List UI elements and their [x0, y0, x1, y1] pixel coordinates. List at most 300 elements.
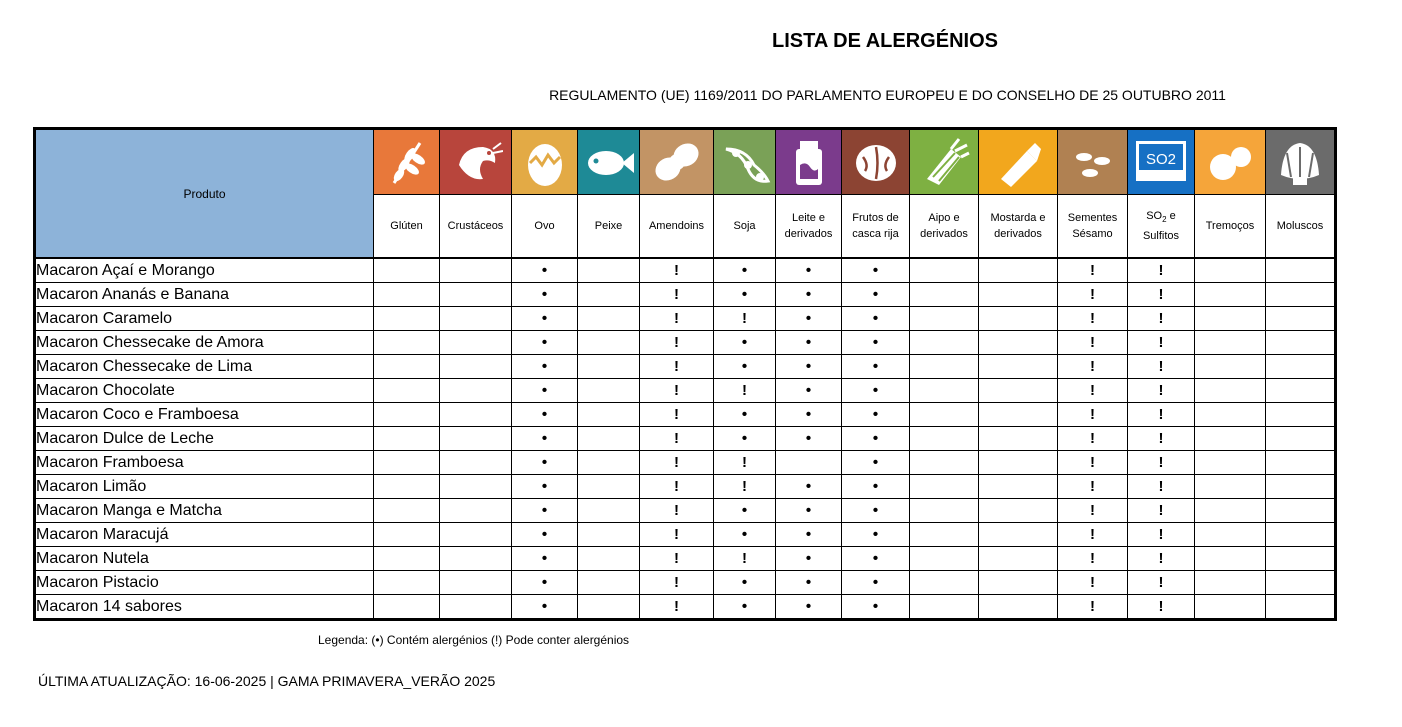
- allergen-mark: [1195, 355, 1266, 379]
- allergen-mark: !: [1058, 547, 1128, 571]
- page-title: LISTA DE ALERGÉNIOS: [772, 30, 998, 52]
- allergen-mark: [1266, 427, 1336, 451]
- allergen-mark: [578, 258, 640, 283]
- product-name: Macaron Ananás e Banana: [35, 283, 374, 307]
- allergen-name: [714, 195, 776, 259]
- table-row: [35, 283, 1336, 307]
- allergen-mark: !: [714, 547, 776, 571]
- allergen-mark: •: [714, 595, 776, 620]
- allergen-mark: •: [512, 331, 578, 355]
- allergen-mark: [979, 258, 1058, 283]
- allergen-name-line2: derivados: [994, 228, 1042, 240]
- allergen-mark: •: [842, 451, 910, 475]
- allergen-mark: [910, 331, 979, 355]
- allergen-mark: [374, 523, 440, 547]
- allergen-mark: !: [1058, 451, 1128, 475]
- allergen-mark: •: [776, 379, 842, 403]
- allergen-mark: •: [776, 571, 842, 595]
- allergen-mark: •: [714, 355, 776, 379]
- allergen-mark: [1195, 258, 1266, 283]
- allergen-name-line2: derivados: [920, 228, 968, 240]
- allergen-mark: [1266, 283, 1336, 307]
- allergen-mark: !: [640, 427, 714, 451]
- allergen-mark: [578, 427, 640, 451]
- allergen-mark: !: [1058, 595, 1128, 620]
- allergen-mark: •: [842, 307, 910, 331]
- allergen-mark: !: [1128, 475, 1195, 499]
- allergen-mark: •: [842, 331, 910, 355]
- allergen-mark: •: [714, 403, 776, 427]
- table-row: [35, 379, 1336, 403]
- allergen-icon-cell: [578, 129, 640, 195]
- allergen-mark: •: [714, 258, 776, 283]
- allergen-icon-cell: [440, 129, 512, 195]
- allergen-name-suffix: e: [1166, 209, 1176, 222]
- allergen-icon-cell: [1128, 129, 1195, 195]
- table-row: [35, 571, 1336, 595]
- product-name: Macaron Pistacio: [35, 571, 374, 595]
- allergen-mark: [1266, 355, 1336, 379]
- allergen-name-line1: Mostarda e: [990, 212, 1046, 224]
- allergen-mark: [979, 595, 1058, 620]
- allergen-mark: !: [640, 547, 714, 571]
- allergen-mark: [979, 331, 1058, 355]
- allergen-mark: !: [1128, 307, 1195, 331]
- allergen-mark: •: [512, 379, 578, 403]
- allergen-mark: [1266, 379, 1336, 403]
- allergen-name: [440, 195, 512, 259]
- allergen-name: [512, 195, 578, 259]
- allergen-icon-cell: [776, 129, 842, 195]
- allergen-mark: !: [714, 307, 776, 331]
- nut-icon: [842, 130, 909, 194]
- allergen-mark: •: [776, 331, 842, 355]
- allergen-mark: [1266, 595, 1336, 620]
- allergen-mark: [578, 355, 640, 379]
- table-row: [35, 595, 1336, 620]
- allergen-mark: [374, 258, 440, 283]
- table-row: [35, 547, 1336, 571]
- allergen-mark: !: [1128, 427, 1195, 451]
- allergen-mark: [1266, 331, 1336, 355]
- allergen-mark: [440, 547, 512, 571]
- allergen-name: [979, 195, 1058, 259]
- allergen-name: [1195, 195, 1266, 259]
- allergen-mark: [1195, 427, 1266, 451]
- allergen-mark: [979, 283, 1058, 307]
- allergen-name-line1: Tremoços: [1205, 220, 1255, 232]
- product-name: Macaron Chessecake de Lima: [35, 355, 374, 379]
- allergen-mark: !: [1128, 403, 1195, 427]
- allergen-icon-cell: [842, 129, 910, 195]
- allergen-mark: !: [640, 403, 714, 427]
- allergen-mark: [440, 523, 512, 547]
- allergen-mark: [440, 499, 512, 523]
- regulation-subtitle: REGULAMENTO (UE) 1169/2011 DO PARLAMENTO EUROPEU E DO CONSELHO DE 25 OUTUBRO 2011: [549, 87, 1226, 103]
- product-name: Macaron Caramelo: [35, 307, 374, 331]
- allergen-name-line1: SO: [1146, 209, 1163, 222]
- product-name: Macaron 14 sabores: [35, 595, 374, 620]
- table-row: [35, 355, 1336, 379]
- allergen-mark: •: [714, 523, 776, 547]
- allergen-name: [842, 195, 910, 259]
- allergen-icon-cell: [374, 129, 440, 195]
- allergen-mark: •: [512, 451, 578, 475]
- allergen-mark: •: [512, 427, 578, 451]
- product-name: Macaron Açaí e Morango: [35, 258, 374, 283]
- allergen-mark: !: [1058, 258, 1128, 283]
- egg-icon: [512, 130, 577, 194]
- allergen-mark: •: [842, 283, 910, 307]
- allergen-mark: !: [1128, 523, 1195, 547]
- mustard-icon: [979, 130, 1057, 194]
- allergen-mark: [1266, 403, 1336, 427]
- allergen-name-line1: Crustáceos: [447, 220, 504, 232]
- allergen-mark: !: [1058, 571, 1128, 595]
- allergen-mark: [578, 523, 640, 547]
- allergen-mark: [1266, 571, 1336, 595]
- allergen-mark: [910, 258, 979, 283]
- allergen-mark: •: [842, 379, 910, 403]
- allergen-mark: [910, 547, 979, 571]
- allergen-mark: [1266, 523, 1336, 547]
- allergen-name: [776, 195, 842, 259]
- allergen-mark: [910, 571, 979, 595]
- allergen-mark: [374, 595, 440, 620]
- allergen-mark: [910, 499, 979, 523]
- soy-icon: [714, 130, 775, 194]
- table-row: [35, 499, 1336, 523]
- allergen-mark: •: [714, 283, 776, 307]
- allergen-mark: •: [512, 595, 578, 620]
- allergen-mark: [1195, 451, 1266, 475]
- allergen-mark: •: [714, 571, 776, 595]
- allergen-mark: !: [640, 379, 714, 403]
- allergen-mark: [776, 451, 842, 475]
- allergen-mark: !: [1128, 571, 1195, 595]
- allergen-mark: •: [842, 571, 910, 595]
- allergen-mark: [1266, 499, 1336, 523]
- allergen-mark: [979, 379, 1058, 403]
- allergen-mark: [910, 283, 979, 307]
- allergen-mark: •: [776, 499, 842, 523]
- wheat-icon: [374, 130, 439, 194]
- allergen-mark: !: [1128, 547, 1195, 571]
- allergen-icon-cell: [979, 129, 1058, 195]
- allergen-mark: •: [512, 258, 578, 283]
- allergen-mark: [1266, 547, 1336, 571]
- allergen-mark: [979, 475, 1058, 499]
- allergen-mark: [578, 283, 640, 307]
- allergen-icon-cell: [640, 129, 714, 195]
- allergen-icon-cell: [1195, 129, 1266, 195]
- allergen-mark: !: [1128, 331, 1195, 355]
- allergen-mark: [979, 307, 1058, 331]
- sesame-icon: [1058, 130, 1127, 194]
- allergen-mark: •: [512, 307, 578, 331]
- allergen-mark: •: [776, 283, 842, 307]
- allergen-name-line1: Moluscos: [1276, 220, 1324, 232]
- allergen-mark: [979, 403, 1058, 427]
- allergen-mark: !: [1128, 595, 1195, 620]
- allergen-mark: [979, 523, 1058, 547]
- allergen-mark: [979, 451, 1058, 475]
- allergen-mark: !: [1128, 283, 1195, 307]
- table-row: [35, 523, 1336, 547]
- peanut-icon: [640, 130, 713, 194]
- allergen-mark: [1195, 403, 1266, 427]
- shrimp-icon: [440, 130, 511, 194]
- allergen-mark: [578, 595, 640, 620]
- allergen-mark: [979, 355, 1058, 379]
- allergen-mark: [578, 379, 640, 403]
- allergen-mark: !: [640, 283, 714, 307]
- product-name: Macaron Framboesa: [35, 451, 374, 475]
- so2-icon: [1128, 130, 1194, 194]
- allergen-name-line2: Sulfitos: [1142, 230, 1180, 243]
- allergen-mark: !: [1058, 307, 1128, 331]
- allergen-name-line2: casca rija: [852, 228, 899, 240]
- allergen-mark: !: [1058, 403, 1128, 427]
- allergen-name-line1: Peixe: [594, 220, 623, 232]
- allergen-mark: !: [1058, 283, 1128, 307]
- allergen-mark: •: [776, 307, 842, 331]
- allergen-mark: !: [1128, 451, 1195, 475]
- allergen-mark: •: [842, 258, 910, 283]
- allergen-mark: [1195, 595, 1266, 620]
- allergen-mark: [374, 331, 440, 355]
- allergen-mark: [578, 499, 640, 523]
- allergen-mark: !: [1128, 355, 1195, 379]
- allergen-mark: [910, 403, 979, 427]
- table-row: [35, 451, 1336, 475]
- allergen-mark: [979, 571, 1058, 595]
- allergen-mark: •: [842, 523, 910, 547]
- allergen-mark: [374, 379, 440, 403]
- allergen-mark: [374, 475, 440, 499]
- allergen-mark: !: [1058, 379, 1128, 403]
- product-name: Macaron Manga e Matcha: [35, 499, 374, 523]
- allergen-mark: •: [842, 547, 910, 571]
- allergen-mark: [440, 427, 512, 451]
- allergen-mark: [578, 547, 640, 571]
- allergen-mark: !: [1128, 258, 1195, 283]
- allergen-mark: [374, 571, 440, 595]
- allergen-mark: •: [776, 355, 842, 379]
- table-row: [35, 475, 1336, 499]
- allergen-name-line1: Leite e: [791, 212, 826, 224]
- allergen-mark: !: [640, 307, 714, 331]
- allergen-mark: •: [714, 331, 776, 355]
- allergen-mark: [440, 355, 512, 379]
- allergen-name-line1: Soja: [733, 220, 756, 232]
- allergen-table: [33, 127, 1337, 621]
- product-column-header: Produto: [35, 129, 374, 259]
- table-row: [35, 258, 1336, 283]
- allergen-mark: !: [640, 331, 714, 355]
- allergen-mark: [979, 547, 1058, 571]
- allergen-mark: !: [640, 571, 714, 595]
- allergen-mark: •: [842, 595, 910, 620]
- allergen-mark: •: [776, 523, 842, 547]
- allergen-mark: !: [1058, 499, 1128, 523]
- allergen-mark: [440, 403, 512, 427]
- allergen-name-line1: Aipo e: [928, 212, 960, 224]
- allergen-mark: [374, 283, 440, 307]
- allergen-mark: [578, 475, 640, 499]
- allergen-mark: [1195, 547, 1266, 571]
- allergen-mark: [1195, 475, 1266, 499]
- allergen-mark: !: [714, 379, 776, 403]
- allergen-mark: [1195, 571, 1266, 595]
- allergen-name: [1128, 195, 1195, 259]
- allergen-name-line1: Ovo: [534, 220, 555, 232]
- allergen-name: [374, 195, 440, 259]
- allergen-mark: •: [776, 547, 842, 571]
- allergen-mark: !: [1058, 355, 1128, 379]
- allergen-name: [1058, 195, 1128, 259]
- allergen-mark: [578, 571, 640, 595]
- table-row: [35, 307, 1336, 331]
- product-name: Macaron Maracujá: [35, 523, 374, 547]
- allergen-mark: !: [640, 499, 714, 523]
- allergen-mark: [440, 331, 512, 355]
- allergen-mark: !: [1058, 427, 1128, 451]
- allergen-mark: [910, 307, 979, 331]
- allergen-mark: [979, 427, 1058, 451]
- allergen-mark: [1195, 283, 1266, 307]
- allergen-mark: [374, 451, 440, 475]
- allergen-mark: [1195, 379, 1266, 403]
- allergen-mark: !: [1128, 499, 1195, 523]
- shell-icon: [1266, 130, 1334, 194]
- allergen-mark: !: [640, 475, 714, 499]
- allergen-mark: !: [640, 523, 714, 547]
- allergen-mark: !: [640, 451, 714, 475]
- allergen-mark: [1195, 331, 1266, 355]
- allergen-mark: •: [512, 355, 578, 379]
- celery-icon: [910, 130, 978, 194]
- allergen-mark: •: [512, 403, 578, 427]
- fish-icon: [578, 130, 639, 194]
- allergen-mark: •: [842, 427, 910, 451]
- allergen-mark: •: [512, 571, 578, 595]
- allergen-mark: [910, 355, 979, 379]
- last-update-footer: ÚLTIMA ATUALIZAÇÃO: 16-06-2025 | GAMA PRIMAVERA_VERÃO 2025: [38, 673, 496, 689]
- allergen-mark: [910, 451, 979, 475]
- allergen-mark: •: [512, 547, 578, 571]
- allergen-mark: !: [1128, 379, 1195, 403]
- allergen-mark: !: [1058, 331, 1128, 355]
- product-name: Macaron Coco e Framboesa: [35, 403, 374, 427]
- allergen-mark: •: [776, 427, 842, 451]
- allergen-name-line1: Glúten: [390, 220, 423, 232]
- allergen-mark: •: [512, 523, 578, 547]
- allergen-name: [910, 195, 979, 259]
- allergen-mark: [440, 307, 512, 331]
- allergen-mark: [1195, 523, 1266, 547]
- allergen-mark: [440, 571, 512, 595]
- allergen-name-subscript: 2: [1162, 215, 1167, 225]
- allergen-icon-cell: [1058, 129, 1128, 195]
- allergen-mark: [1195, 499, 1266, 523]
- allergen-mark: [578, 451, 640, 475]
- allergen-mark: •: [776, 595, 842, 620]
- allergen-mark: •: [512, 499, 578, 523]
- allergen-mark: [374, 427, 440, 451]
- product-name: Macaron Limão: [35, 475, 374, 499]
- allergen-mark: [440, 451, 512, 475]
- allergen-mark: [374, 547, 440, 571]
- allergen-mark: [374, 355, 440, 379]
- allergen-mark: [578, 307, 640, 331]
- allergen-mark: [440, 379, 512, 403]
- table-row: [35, 403, 1336, 427]
- allergen-icon-cell: [910, 129, 979, 195]
- allergen-mark: •: [776, 475, 842, 499]
- allergen-mark: [440, 283, 512, 307]
- allergen-mark: !: [640, 595, 714, 620]
- allergen-mark: [440, 475, 512, 499]
- allergen-mark: [440, 595, 512, 620]
- allergen-mark: •: [842, 403, 910, 427]
- allergen-mark: [910, 475, 979, 499]
- allergen-mark: !: [714, 475, 776, 499]
- allergen-mark: [1266, 258, 1336, 283]
- allergen-mark: [1266, 475, 1336, 499]
- allergen-mark: !: [1058, 523, 1128, 547]
- allergen-name-line2: Sésamo: [1072, 228, 1113, 240]
- allergen-mark: •: [842, 475, 910, 499]
- allergen-mark: •: [842, 499, 910, 523]
- product-name: Macaron Nutela: [35, 547, 374, 571]
- allergen-mark: [1266, 307, 1336, 331]
- product-name: Macaron Chessecake de Amora: [35, 331, 374, 355]
- allergen-mark: •: [714, 427, 776, 451]
- allergen-name: [640, 195, 714, 259]
- allergen-mark: [910, 595, 979, 620]
- allergen-mark: •: [842, 355, 910, 379]
- allergen-mark: !: [640, 355, 714, 379]
- allergen-name-line1: Frutos de: [852, 212, 899, 224]
- allergen-mark: [578, 331, 640, 355]
- allergen-mark: !: [714, 451, 776, 475]
- allergen-mark: [374, 499, 440, 523]
- allergen-mark: •: [714, 499, 776, 523]
- allergen-name: [1266, 195, 1336, 259]
- allergen-mark: !: [1058, 475, 1128, 499]
- allergen-mark: •: [512, 475, 578, 499]
- milk-icon: [776, 130, 841, 194]
- allergen-mark: [578, 403, 640, 427]
- table-row: [35, 427, 1336, 451]
- allergen-mark: [440, 258, 512, 283]
- allergen-name: [578, 195, 640, 259]
- allergen-name-line1: Sementes: [1067, 212, 1118, 224]
- allergen-icon-cell: [1266, 129, 1336, 195]
- allergen-mark: [1266, 451, 1336, 475]
- allergen-icon-cell: [512, 129, 578, 195]
- product-name: Macaron Dulce de Leche: [35, 427, 374, 451]
- allergen-mark: [979, 499, 1058, 523]
- product-name: Macaron Chocolate: [35, 379, 374, 403]
- allergen-mark: !: [640, 258, 714, 283]
- lupin-icon: [1195, 130, 1265, 194]
- allergen-mark: [910, 523, 979, 547]
- allergen-mark: •: [776, 403, 842, 427]
- legend: Legenda: (•) Contém alergénios (!) Pode conter alergénios: [318, 633, 630, 647]
- allergen-name-line2: derivados: [784, 228, 833, 240]
